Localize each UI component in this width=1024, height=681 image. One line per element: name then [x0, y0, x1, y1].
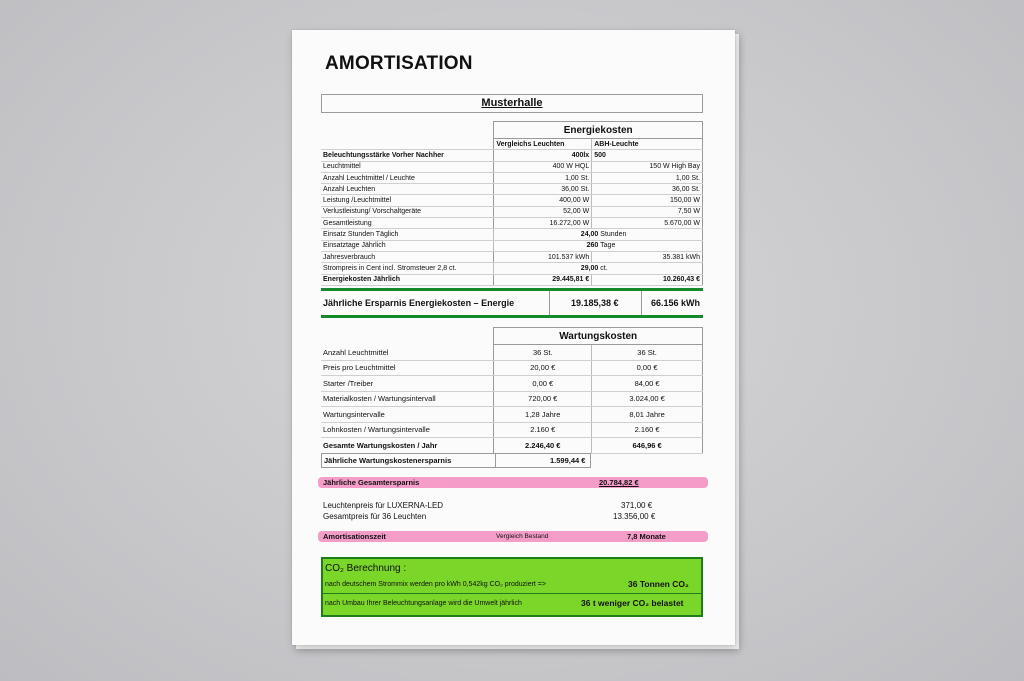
- energy-row: [321, 251, 703, 262]
- energy-row: [321, 218, 703, 229]
- maintenance-row: [321, 422, 703, 438]
- maintenance-header: Wartungskosten: [494, 328, 703, 345]
- maintenance-row-abh-value: 646,96 €: [592, 438, 703, 454]
- maintenance-row-abh-value: 84,00 €: [592, 376, 703, 392]
- energy-row-label: Anzahl Leuchtmittel / Leuchte: [321, 172, 494, 183]
- energy-row-merged-value: 24,00 Stunden: [494, 229, 703, 240]
- maintenance-row-compare-value: 2.246,40 €: [494, 438, 592, 454]
- energy-row: [321, 150, 703, 161]
- led-total-label: Gesamtpreis für 36 Leuchten: [323, 512, 427, 521]
- energy-row-compare-value: 400 W HQL: [494, 161, 592, 172]
- maintenance-row-compare-value: 0,00 €: [494, 376, 592, 392]
- maintenance-row-abh-value: 3.024,00 €: [592, 391, 703, 407]
- maintenance-row-label: Preis pro Leuchtmittel: [321, 360, 494, 376]
- energy-row: [321, 161, 703, 172]
- energy-row-abh-value: 5.670,00 W: [592, 218, 703, 229]
- maintenance-savings-amount: 1.599,44 €: [550, 456, 586, 465]
- energy-row-abh-value: 10.260,43 €: [592, 274, 703, 285]
- energy-row-label: Anzahl Leuchten: [321, 184, 494, 195]
- energy-row-abh-value: 150,00 W: [592, 195, 703, 206]
- col-abh-label: ABH-Leuchte: [592, 139, 703, 150]
- maintenance-row-compare-value: 720,00 €: [494, 391, 592, 407]
- maintenance-row-compare-value: 1,28 Jahre: [494, 407, 592, 423]
- energy-row-label: Energiekosten Jährlich: [321, 274, 494, 285]
- energy-row-compare-value: 400,00 W: [494, 195, 592, 206]
- maintenance-row-compare-value: 36 St.: [494, 345, 592, 361]
- total-savings-label: Jährliche Gesamtersparnis: [323, 478, 420, 487]
- energy-row: [321, 172, 703, 183]
- energy-row-compare-value: 16.272,00 W: [494, 218, 592, 229]
- energy-row-label: Verlustleistung/ Vorschaltgeräte: [321, 206, 494, 217]
- amortisation-value: 7,8 Monate: [627, 532, 666, 541]
- energy-row-label: Jahresverbrauch: [321, 251, 494, 262]
- co2-line2-value: 36 t weniger CO₂ belastet: [581, 598, 684, 608]
- energy-row-compare-value: 101.537 kWh: [494, 251, 592, 262]
- maintenance-row: [321, 376, 703, 392]
- energy-row-abh-value: 500: [592, 150, 703, 161]
- maintenance-row: [321, 438, 703, 454]
- energy-row-compare-value: 29.445,81 €: [494, 274, 592, 285]
- energy-row-abh-value: 7,50 W: [592, 206, 703, 217]
- energy-row-abh-value: 150 W High Bay: [592, 161, 703, 172]
- energy-row-label: Einsatz Stunden Täglich: [321, 229, 494, 240]
- energy-savings-kwh: 66.156 kWh: [651, 298, 701, 308]
- total-savings-amount: 20.784,82 €: [599, 478, 639, 487]
- energy-row-label: Beleuchtungsstärke Vorher Nachher: [321, 150, 494, 161]
- hall-title: Musterhalle: [321, 94, 703, 113]
- amortisation-label: Amortisationszeit: [323, 532, 386, 541]
- energy-savings-band: [321, 288, 703, 318]
- energy-row-merged-value: 29,00 ct.: [494, 263, 703, 274]
- co2-line1-value: 36 Tonnen CO₂: [628, 579, 689, 589]
- maintenance-row-compare-value: 2.160 €: [494, 422, 592, 438]
- co2-line1: nach deutschem Strommix werden pro kWh 0,542kg CO₂ produziert =>: [325, 581, 546, 588]
- energy-row: [321, 240, 703, 251]
- col-compare-label: Vergleichs Leuchten: [494, 139, 592, 150]
- maintenance-row: [321, 345, 703, 361]
- maintenance-row-abh-value: 36 St.: [592, 345, 703, 361]
- energy-row-compare-value: 36,00 St.: [494, 184, 592, 195]
- energy-row-merged-value: 260 Tage: [494, 240, 703, 251]
- energy-row-abh-value: 35.381 kWh: [592, 251, 703, 262]
- maintenance-savings-label: Jährliche Wartungskostenersparnis: [324, 456, 452, 465]
- energy-row: [321, 274, 703, 285]
- energy-row: [321, 195, 703, 206]
- energy-header: Energiekosten: [494, 122, 703, 139]
- energy-row-compare-value: 400lx: [494, 150, 592, 161]
- energy-row: [321, 206, 703, 217]
- energy-savings-amount: 19.185,38 €: [571, 298, 619, 308]
- led-total: 13.356,00 €: [613, 512, 656, 521]
- maintenance-row-label: Starter /Treiber: [321, 376, 494, 392]
- maintenance-row-label: Lohnkosten / Wartungsintervalle: [321, 422, 494, 438]
- energy-row-label: Einsatztage Jährlich: [321, 240, 494, 251]
- maintenance-row: [321, 391, 703, 407]
- energy-row: [321, 184, 703, 195]
- energy-row-label: Leuchtmittel: [321, 161, 494, 172]
- energy-row-compare-value: 52,00 W: [494, 206, 592, 217]
- energy-row-label: Gesamtleistung: [321, 218, 494, 229]
- document-page: [292, 30, 735, 645]
- led-price: 371,00 €: [621, 501, 653, 510]
- energy-cost-table: [321, 121, 703, 286]
- maintenance-row-abh-value: 2.160 €: [592, 422, 703, 438]
- led-price-label: Leuchtenpreis für LUXERNA-LED: [323, 501, 444, 510]
- maintenance-row: [321, 360, 703, 376]
- maintenance-row-label: Wartungsintervalle: [321, 407, 494, 423]
- co2-line2: nach Umbau Ihrer Beleuchtungsanlage wird die Umwelt jährlich: [325, 600, 522, 607]
- maintenance-cost-table: [321, 327, 703, 454]
- energy-row: [321, 229, 703, 240]
- maintenance-row: [321, 407, 703, 423]
- maintenance-row-abh-value: 8,01 Jahre: [592, 407, 703, 423]
- co2-calculation-box: [321, 557, 703, 617]
- co2-title: CO₂ Berechnung :: [325, 563, 407, 574]
- maintenance-row-compare-value: 20,00 €: [494, 360, 592, 376]
- energy-row-abh-value: 1,00 St.: [592, 172, 703, 183]
- maintenance-row-label: Gesamte Wartungskosten / Jahr: [321, 438, 494, 454]
- energy-row-label: Leistung /Leuchtmittel: [321, 195, 494, 206]
- energy-row-abh-value: 36,00 St.: [592, 184, 703, 195]
- maintenance-savings-row: [321, 453, 591, 468]
- maintenance-row-label: Materialkosten / Wartungsintervall: [321, 391, 494, 407]
- energy-row-label: Strompreis in Cent incl. Stromsteuer 2,8 ct.: [321, 263, 494, 274]
- energy-savings-label: Jährliche Ersparnis Energiekosten – Energie: [323, 298, 515, 308]
- maintenance-row-abh-value: 0,00 €: [592, 360, 703, 376]
- maintenance-row-label: Anzahl Leuchtmittel: [321, 345, 494, 361]
- amortisation-note: Vergleich Bestand: [496, 533, 549, 540]
- energy-row: [321, 263, 703, 274]
- page-title: AMORTISATION: [325, 53, 473, 74]
- energy-row-compare-value: 1,00 St.: [494, 172, 592, 183]
